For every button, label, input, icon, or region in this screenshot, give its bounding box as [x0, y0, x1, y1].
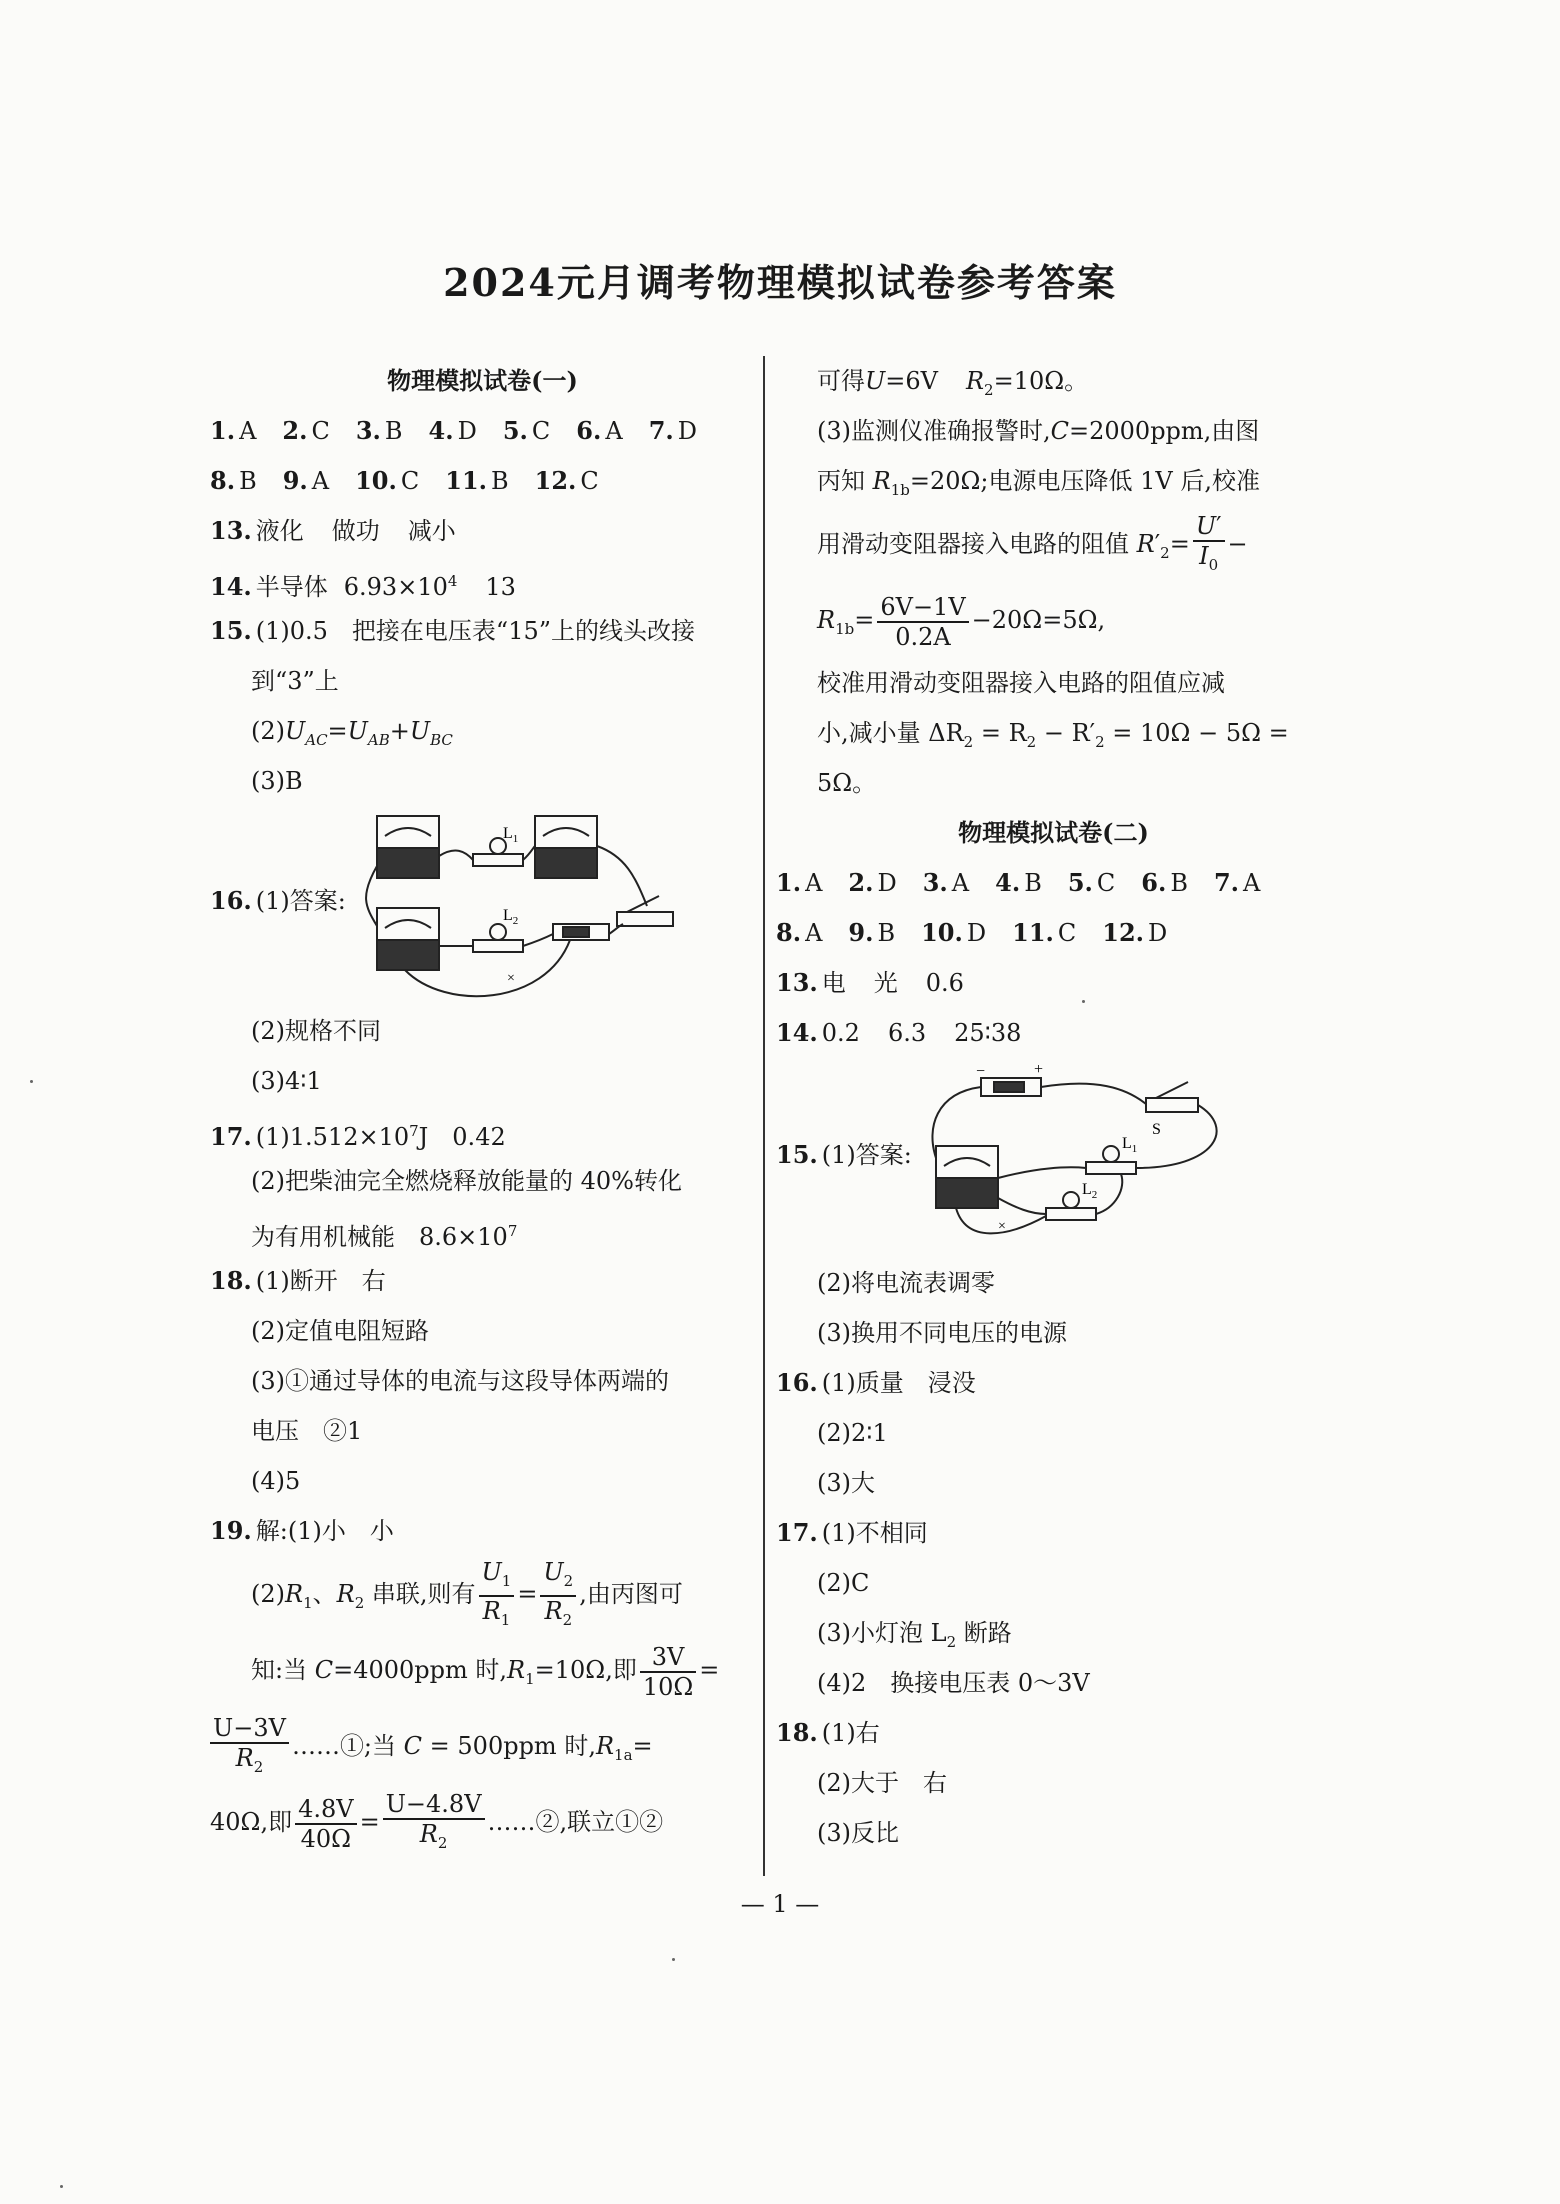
answer-17-3: (3)小灯泡 $L_2$ 断路: [817, 1619, 1012, 1651]
answer-19-cont-1: 可得U=6V $R_2=10\Omega$。: [817, 367, 1089, 399]
mc-answer: [923, 869, 969, 897]
answer-15-2: $(2)U_{AC}=U_{AB}+U_{BC}$: [251, 717, 453, 749]
question-number: 9.: [848, 918, 874, 947]
question-number: 12.: [534, 466, 577, 495]
mc-answer: [776, 869, 822, 897]
mc-answer: [1141, 869, 1188, 897]
question-number: 2.: [848, 868, 874, 897]
mc-answer: [282, 417, 329, 445]
answer-17-2: (2)C: [817, 1569, 870, 1597]
answer-19-2: $(2)R_1$、$R_2$ 串联,则有 $\frac{U_1}{R_1}$ = $\frac{U_2}{R_2}$ ,由丙图可: [251, 1557, 683, 1629]
choice-letter: B: [239, 467, 257, 495]
left-column: [210, 356, 755, 1860]
answer-17: 17. $(1)1.512\times 10^7J$ 0.42: [210, 1122, 506, 1151]
choice-letter: A: [805, 869, 823, 897]
question-number: 4.: [995, 868, 1021, 897]
svg-text:+: +: [1034, 1061, 1044, 1078]
answer-18-3-cont: 电压 ②1: [251, 1417, 363, 1445]
answer-18: 18. (1)右: [776, 1718, 880, 1747]
mc-answer: [1214, 869, 1260, 897]
mc-answer: [210, 417, 256, 445]
question-number: 6.: [576, 416, 602, 445]
column-divider: [763, 356, 765, 1876]
answer-16-2: (2)规格不同: [251, 1017, 381, 1045]
answer-16: 16. (1)答案: $L_1$ $L_2$ ×: [210, 806, 755, 1006]
answer-15-cont: 到“3”上: [251, 667, 339, 695]
svg-text:−: −: [976, 1063, 986, 1080]
scan-speck: [30, 1080, 33, 1083]
mc-answer: [503, 417, 550, 445]
scan-speck: [1082, 1000, 1085, 1003]
choice-letter: D: [457, 417, 477, 445]
question-number: 5.: [502, 416, 528, 445]
answer-19-cont-6: 校准用滑动变阻器接入电路的阻值应减: [817, 669, 1225, 697]
choice-letter: B: [1024, 869, 1042, 897]
choice-letter: D: [877, 869, 897, 897]
answer-19-cont-8: 5Ω。: [817, 769, 877, 797]
answer-17-4: (4)2 换接电压表 0～3V: [817, 1669, 1090, 1697]
mc-answer: [848, 869, 896, 897]
choice-letter: C: [531, 417, 551, 445]
mc-answers-row-1: [776, 858, 1331, 908]
choice-letter: D: [966, 919, 987, 947]
question-number: 5.: [1067, 868, 1093, 897]
scan-speck: [60, 2185, 63, 2188]
choice-letter: A: [951, 869, 970, 897]
choice-letter: C: [1096, 869, 1116, 897]
scan-speck: [672, 1958, 675, 1961]
question-number: 11.: [1012, 918, 1054, 947]
question-number: 8.: [210, 466, 236, 495]
circuit-diagram-15: [916, 1058, 1236, 1258]
mc-answers-row-2: [776, 908, 1331, 958]
question-number: 3.: [922, 868, 948, 897]
answer-18-2: (2)定值电阻短路: [251, 1317, 429, 1345]
question-number: 7.: [1213, 868, 1240, 897]
choice-letter: C: [1057, 919, 1077, 947]
section-title-1: 物理模拟试卷(一): [387, 366, 578, 395]
choice-letter: C: [400, 467, 420, 495]
mc-answer: [283, 467, 329, 495]
question-number: 2.: [282, 416, 308, 445]
circuit-diagram-16: [365, 806, 685, 1006]
answer-15: 15. (1)0.5 把接在电压表“15”上的线头改接: [210, 616, 696, 645]
mc-answer: [1102, 919, 1167, 947]
choice-letter: B: [384, 417, 403, 445]
mc-answer: [356, 417, 403, 445]
mc-answer: [649, 417, 697, 445]
question-number: 6.: [1141, 868, 1167, 897]
svg-text:S: S: [1152, 1121, 1161, 1138]
svg-text:L1: $L_1$: [503, 825, 519, 845]
answer-14: 14. 半导体 $6.93\times 10^4$ 13: [210, 572, 516, 601]
answer-18-2: (2)大于 右: [817, 1769, 947, 1797]
svg-text:×: ×: [998, 1219, 1006, 1234]
answer-15-3: (3)B: [251, 767, 303, 795]
mc-answers-row-1: [210, 406, 755, 456]
page-title: 2024元月调考物理模拟试卷参考答案: [443, 260, 1117, 305]
answer-19-4: $\frac{U-3V}{R_2}$ ……①;当 C = 500ppm 时$,R_{1a}=$: [210, 1708, 755, 1784]
mc-answer: [535, 467, 599, 495]
choice-letter: B: [491, 467, 509, 495]
answer-18-3: (3)①通过导体的电流与这段导体两端的: [251, 1367, 669, 1395]
choice-letter: C: [580, 467, 599, 495]
answer-14: 14. 0.2 6.3 25∶38: [776, 1018, 1022, 1047]
question-number: 8.: [776, 918, 802, 947]
answer-19: 19. 解:(1)小 小: [210, 1516, 394, 1545]
mc-answer: [355, 467, 419, 495]
answer-15-2: (2)将电流表调零: [817, 1269, 995, 1297]
choice-letter: A: [311, 467, 330, 495]
answer-18-4: (4)5: [251, 1467, 301, 1495]
choice-letter: D: [677, 417, 698, 445]
answer-15-3: (3)换用不同电压的电源: [817, 1319, 1067, 1347]
choice-letter: B: [1170, 869, 1188, 897]
mc-answer: [210, 467, 257, 495]
svg-text:×: ×: [507, 971, 515, 986]
answer-18-3: (3)反比: [817, 1819, 899, 1847]
answer-17-2-cont: 为有用机械能 $8.6\times 10^7$: [251, 1222, 518, 1251]
answer-19-cont-2: (3)监测仪准确报警时,C=2000ppm,由图: [817, 417, 1260, 445]
answer-16-2: (2)2∶1: [817, 1419, 888, 1447]
choice-letter: C: [311, 417, 330, 445]
question-number: 1.: [776, 868, 802, 897]
mc-answer: [445, 467, 508, 495]
answer-15: 15. (1)答案: − + S $L_1$ $L_2$ ×: [776, 1058, 1331, 1258]
question-number: 9.: [282, 466, 308, 495]
choice-letter: D: [1148, 919, 1168, 947]
answer-19-5: 40Ω,即 $\frac{4.8V}{40\Omega}$ = $\frac{U-4.8V}{R_2}$ ……②,联立①②: [210, 1790, 664, 1853]
choice-letter: A: [805, 919, 823, 947]
mc-answer: [576, 417, 622, 445]
right-column: [776, 356, 1331, 1858]
answer-17-2: (2)把柴油完全燃烧释放能量的 40%转化: [251, 1167, 682, 1195]
answer-16: 16. (1)质量 浸没: [776, 1368, 976, 1397]
answer-19-cont-3: 丙知 $R_{1b}=20\Omega$;电源电压降低 1V 后,校准: [817, 467, 1260, 499]
mc-answer: [1012, 919, 1076, 947]
mc-answer: [1068, 869, 1115, 897]
answer-19-cont-4: 用滑动变阻器接入电路的阻值 $R'_2=$ $\frac{U'}{I_0}$ −: [817, 512, 1248, 574]
question-number: 11.: [445, 466, 488, 495]
choice-letter: A: [605, 417, 623, 445]
question-number: 7.: [648, 416, 674, 445]
answer-19-3: 知:当 C=4000ppm 时$,R_1=10\Omega$,即 $\frac{3V}{10\Omega}$ =: [251, 1642, 720, 1701]
mc-answer: [429, 417, 477, 445]
question-number: 10.: [355, 466, 397, 495]
answer-13: 13. 液化 做功 减小: [210, 516, 456, 545]
choice-letter: A: [239, 417, 257, 445]
mc-answers-row-2: [210, 456, 755, 506]
svg-text:L2: $L_2$: [1082, 1181, 1098, 1201]
question-number: 3.: [355, 416, 381, 445]
question-number: 12.: [1102, 918, 1145, 947]
answer-13: 13. 电 光 0.6: [776, 968, 964, 997]
answer-19-cont-5: $R_{1b}=$ $\frac{6V-1V}{0.2A}$ −20Ω=5Ω,: [817, 592, 1106, 651]
svg-text:L1: $L_1$: [1122, 1135, 1138, 1155]
answer-16-3: (3)大: [817, 1469, 875, 1497]
question-number: 1.: [210, 416, 236, 445]
question-number: 4.: [428, 416, 454, 445]
answer-16-3: (3)4∶1: [251, 1067, 322, 1095]
answer-19-cont-7: 小,减小量 $\Delta R_2 = R_2 - R'_2 = 10\Omega - 5\Omega$ =: [817, 719, 1289, 751]
page-number: — 1 —: [740, 1890, 820, 1918]
choice-letter: B: [877, 919, 896, 947]
answer-17: 17. (1)不相同: [776, 1518, 928, 1547]
mc-answer: [921, 919, 986, 947]
choice-letter: A: [1243, 869, 1261, 897]
mc-answer: [995, 869, 1042, 897]
svg-text:L2: $L_2$: [503, 907, 519, 927]
mc-answer: [776, 919, 822, 947]
section-title-2: 物理模拟试卷(二): [958, 818, 1149, 847]
mc-answer: [848, 919, 895, 947]
question-number: 10.: [921, 918, 963, 947]
answer-18: 18. (1)断开 右: [210, 1266, 386, 1295]
